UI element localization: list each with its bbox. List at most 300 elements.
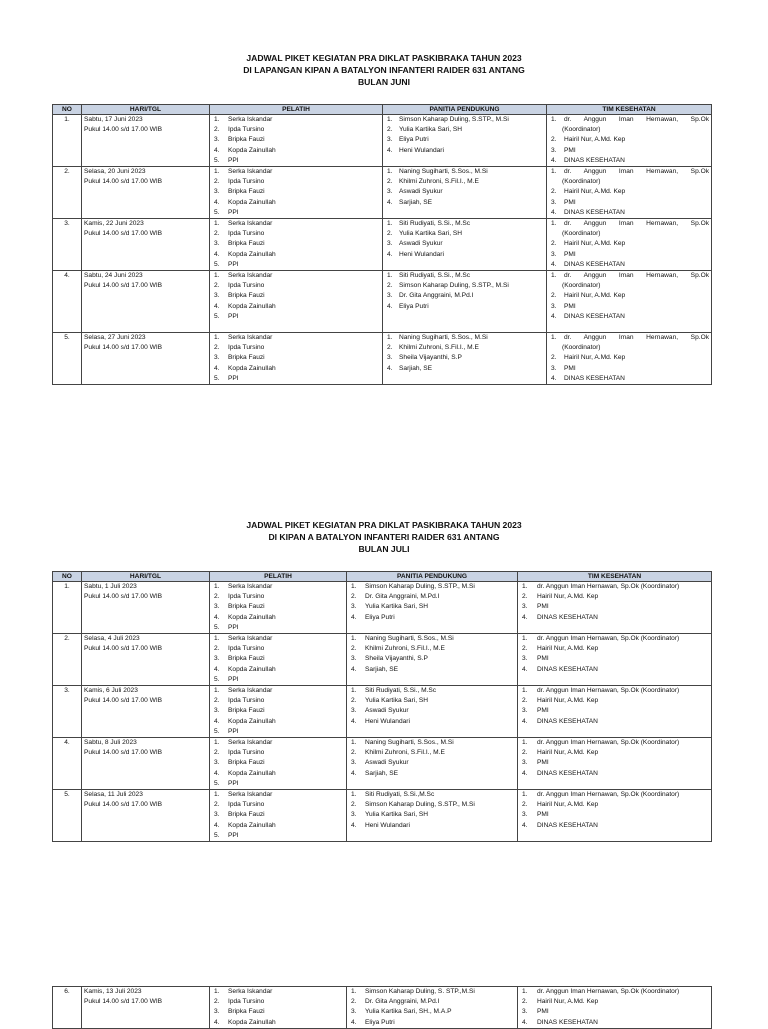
list-item-text: Simson Kaharap Duling, S.STP., M.Si: [365, 801, 475, 809]
list-number: 4.: [214, 364, 220, 372]
col-pelatih-header: PELATIH: [210, 105, 383, 115]
list-number: 4.: [551, 260, 557, 268]
panitia-item: [349, 634, 515, 644]
panitia-item: [385, 177, 544, 187]
pelatih-cell: [210, 738, 347, 790]
list-item-text: Eliya Putri: [399, 302, 429, 310]
pelatih-item: [212, 115, 380, 125]
list-item-text: dr. Anggun Iman Hernawan, Sp.Ok: [564, 116, 709, 123]
list-item-text: Kopda Zainullah: [228, 821, 276, 829]
list-item-text: Heni Wulandari: [365, 821, 410, 829]
pelatih-item: [212, 987, 344, 997]
panitia-item: [349, 654, 515, 664]
date-cell: [82, 219, 210, 271]
list-number: 3.: [214, 292, 220, 300]
pelatih-item: [212, 156, 380, 166]
list-number: 3.: [551, 250, 557, 258]
list-item-text: Ipda Tursino: [228, 998, 265, 1006]
panitia-item: [385, 302, 544, 312]
list-item-text: Ipda Tursino: [228, 282, 265, 290]
list-number: 1.: [387, 116, 393, 123]
panitia-item: [349, 602, 515, 612]
pelatih-cell: [210, 987, 347, 1029]
list-item-text: Hairil Nur, A.Md. Kep: [537, 697, 599, 705]
pelatih-item: [212, 146, 380, 156]
row-date: Selasa, 4 Juli 2023: [84, 635, 140, 643]
list-item-text: PPI: [228, 675, 239, 683]
tim-item: [549, 302, 709, 312]
list-item-text: Serka Iskandar: [228, 116, 273, 123]
list-item-text: Bripka Fauzi: [228, 603, 265, 611]
list-item-text: Kopda Zainullah: [228, 769, 276, 777]
list-number: 3.: [522, 603, 528, 611]
row-date: Kamis, 13 Juli 2023: [84, 988, 142, 995]
row-date: Sabtu, 1 Juli 2023: [84, 583, 137, 590]
pelatih-item: [212, 602, 344, 612]
list-number: 4.: [387, 250, 393, 258]
row-number: 3.: [53, 686, 82, 738]
tim-cell: [518, 582, 712, 634]
panitia-item: [349, 644, 515, 654]
list-item-text: (Koordinator): [562, 230, 601, 238]
list-number: 2.: [214, 593, 220, 601]
tim-item: [520, 987, 709, 997]
panitia-item: [385, 125, 544, 135]
list-number: 4.: [522, 665, 528, 673]
list-number: 2.: [214, 282, 220, 290]
list-item-text: dr. Anggun Iman Hernawan, Sp.Ok (Koordinator): [537, 739, 680, 747]
list-item-text: Kopda Zainullah: [228, 146, 276, 154]
table-row: [53, 271, 712, 333]
tim-item: [549, 239, 709, 249]
tim-item: [520, 654, 709, 664]
list-item-text: Ipda Tursino: [228, 801, 265, 809]
date-cell: [82, 634, 210, 686]
row-number: 4.: [53, 738, 82, 790]
list-number: 4.: [551, 312, 557, 320]
list-number: 3.: [351, 655, 357, 663]
table-row: [53, 333, 712, 385]
row-date: Selasa, 27 Juni 2023: [84, 334, 146, 342]
list-number: 2.: [214, 697, 220, 705]
list-number: 1.: [351, 687, 357, 695]
pelatih-item: [212, 167, 380, 177]
row-date: Selasa, 20 Juni 2023: [84, 168, 146, 176]
list-number: 4.: [214, 613, 220, 621]
row-time: Pukul 14.00 s/d 17.00 WIB: [84, 178, 163, 186]
list-number: 1.: [351, 583, 357, 590]
list-item-text: Serka Iskandar: [228, 791, 273, 799]
list-number: 2.: [214, 344, 220, 352]
panitia-cell: [347, 634, 518, 686]
panitia-item: [349, 769, 515, 779]
list-item-text: Sheila Vijayanthi, S.P: [365, 655, 428, 663]
list-number: 3.: [522, 707, 528, 715]
list-item-text: dr. Anggun Iman Hernawan, Sp.Ok: [564, 220, 709, 228]
pelatih-item: [212, 665, 344, 675]
list-number: 2.: [551, 354, 557, 362]
row-time: Pukul 14.00 s/d 17.00 WIB: [84, 697, 163, 705]
pelatih-item: [212, 634, 344, 644]
list-item-text: Serka Iskandar: [228, 168, 273, 176]
list-number: 3.: [214, 707, 220, 715]
list-item-text: PPI: [228, 727, 239, 735]
list-item-text: DINAS KESEHATAN: [564, 374, 625, 382]
list-number: 1.: [214, 334, 220, 342]
row-time: Pukul 14.00 s/d 17.00 WIB: [84, 344, 163, 352]
row-date: Kamis, 6 Juli 2023: [84, 687, 138, 695]
list-number: 4.: [214, 302, 220, 310]
col-panitia-header: PANITIA PENDUKUNG: [347, 572, 518, 582]
tim-cell: [547, 271, 712, 333]
schedule-title-1: [0, 52, 768, 88]
list-item-text: PPI: [228, 208, 239, 216]
list-number: 2.: [351, 593, 357, 601]
panitia-item: [349, 997, 515, 1007]
tim-item: [549, 208, 709, 218]
pelatih-item: [212, 613, 344, 623]
list-item-text: Ipda Tursino: [228, 697, 265, 705]
tim-cell: [518, 790, 712, 842]
tim-item: [549, 260, 709, 270]
tim-item: [549, 374, 709, 384]
pelatih-item: [212, 260, 380, 270]
list-number: 1.: [214, 583, 220, 590]
col-tim-header: TIM KESEHATAN: [518, 572, 712, 582]
list-item-text: PMI: [564, 146, 576, 154]
tim-cell: [547, 333, 712, 385]
list-item-text: DINAS KESEHATAN: [537, 821, 598, 829]
pelatih-item: [212, 675, 344, 685]
panitia-item: [349, 790, 515, 800]
col-pelatih-header: PELATIH: [210, 572, 347, 582]
list-item-text: Hairil Nur, A.Md. Kep: [537, 801, 599, 809]
list-number: 3.: [214, 354, 220, 362]
list-number: 5.: [214, 623, 220, 631]
list-item-text: Bripka Fauzi: [228, 655, 265, 663]
row-time: Pukul 14.00 s/d 17.00 WIB: [84, 645, 163, 653]
tim-item: [520, 582, 709, 592]
list-item-text: Eliya Putri: [365, 613, 395, 621]
panitia-item: [349, 1007, 515, 1017]
list-item-text: Naning Sugiharti, S.Sos., M.Si: [365, 739, 454, 747]
list-item-text: Ipda Tursino: [228, 126, 265, 134]
pelatih-item: [212, 686, 344, 696]
list-item-text: Dr. Gita Anggraini, M.Pd.I: [365, 998, 440, 1006]
list-item-text: PPI: [228, 260, 239, 268]
list-item-text: DINAS KESEHATAN: [537, 1018, 598, 1026]
list-item-text: Kopda Zainullah: [228, 364, 276, 372]
list-number: 3.: [522, 1008, 528, 1016]
tim-item: [549, 156, 709, 166]
list-item-text: Ipda Tursino: [228, 230, 265, 238]
pelatih-item: [212, 281, 380, 291]
panitia-item: [349, 592, 515, 602]
list-item-text: dr. Anggun Iman Hernawan, Sp.Ok: [564, 272, 709, 280]
col-date-header: HARI/TGL: [82, 572, 210, 582]
panitia-cell: [347, 987, 518, 1029]
list-item-text: PMI: [537, 603, 549, 611]
pelatih-item: [212, 800, 344, 810]
title-line: DI KIPAN A BATALYON INFANTERI RAIDER 631 ANTANG: [268, 532, 500, 542]
list-number: 4.: [351, 665, 357, 673]
row-time: Pukul 14.00 s/d 17.00 WIB: [84, 593, 163, 601]
list-item-text: Bripka Fauzi: [228, 1008, 265, 1016]
list-number: 4.: [522, 769, 528, 777]
tim-cell: [547, 115, 712, 167]
schedule-title-2: [0, 519, 768, 555]
panitia-item: [349, 800, 515, 810]
list-number: 2.: [522, 593, 528, 601]
col-tim-header: TIM KESEHATAN: [547, 105, 712, 115]
panitia-item: [349, 987, 515, 997]
list-number: 1.: [387, 272, 393, 280]
list-item-continuation: [549, 343, 709, 353]
list-item-text: Hairil Nur, A.Md. Kep: [564, 240, 626, 248]
list-item-text: Simson Kaharap Duling, S.STP., M.Si: [399, 116, 509, 123]
panitia-cell: [383, 219, 547, 271]
col-date-header: HARI/TGL: [82, 105, 210, 115]
list-number: 3.: [387, 240, 393, 248]
list-item-text: Hairil Nur, A.Md. Kep: [564, 188, 626, 196]
list-item-text: PMI: [564, 364, 576, 372]
table-header-row: [53, 105, 712, 115]
list-number: 4.: [351, 821, 357, 829]
pelatih-item: [212, 343, 380, 353]
list-number: 3.: [387, 292, 393, 300]
tim-item: [520, 769, 709, 779]
list-number: 1.: [551, 272, 557, 280]
table-row: [53, 582, 712, 634]
pelatih-item: [212, 644, 344, 654]
pelatih-item: [212, 271, 380, 281]
pelatih-cell: [210, 271, 383, 333]
list-item-text: DINAS KESEHATAN: [564, 312, 625, 320]
panitia-cell: [383, 333, 547, 385]
list-number: 4.: [551, 208, 557, 216]
list-item-text: Sarjiah, SE: [365, 665, 398, 673]
row-time: Pukul 14.00 s/d 17.00 WIB: [84, 282, 163, 290]
pelatih-item: [212, 1007, 344, 1017]
row-number: 6.: [53, 987, 82, 1029]
pelatih-item: [212, 187, 380, 197]
tim-item: [520, 717, 709, 727]
tim-cell: [518, 686, 712, 738]
col-no-header: NO: [53, 572, 82, 582]
row-number: 5.: [53, 333, 82, 385]
list-number: 1.: [214, 739, 220, 747]
list-item-text: Hairil Nur, A.Md. Kep: [537, 749, 599, 757]
tim-item: [520, 1007, 709, 1017]
list-number: 5.: [214, 675, 220, 683]
list-item-text: Hairil Nur, A.Md. Kep: [564, 354, 626, 362]
title-line: JADWAL PIKET KEGIATAN PRA DIKLAT PASKIBRAKA TAHUN 2023: [246, 520, 522, 530]
list-number: 1.: [522, 583, 528, 590]
list-item-text: Simson Kaharap Duling, S.STP., M.Si: [399, 282, 509, 290]
tim-item: [520, 748, 709, 758]
pelatih-item: [212, 758, 344, 768]
list-number: 2.: [351, 697, 357, 705]
pelatih-item: [212, 1018, 344, 1028]
tim-item: [549, 364, 709, 374]
panitia-item: [385, 281, 544, 291]
date-cell: [82, 333, 210, 385]
list-item-text: Simson Kaharap Duling, S. STP.,M.Si: [365, 988, 475, 995]
list-item-text: Simson Kaharap Duling, S.STP., M.Si: [365, 583, 475, 590]
panitia-item: [385, 250, 544, 260]
tim-item: [520, 706, 709, 716]
tim-item: [549, 115, 709, 125]
list-item-text: dr. Anggun Iman Hernawan, Sp.Ok (Koordinator): [537, 635, 680, 643]
list-number: 4.: [214, 717, 220, 725]
list-number: 2.: [387, 126, 393, 134]
list-number: 4.: [522, 1018, 528, 1026]
list-item-text: DINAS KESEHATAN: [537, 665, 598, 673]
list-item-text: dr. Anggun Iman Hernawan, Sp.Ok: [564, 334, 709, 342]
tim-item: [520, 686, 709, 696]
pelatih-item: [212, 239, 380, 249]
list-number: 3.: [214, 759, 220, 767]
row-time: Pukul 14.00 s/d 17.00 WIB: [84, 998, 163, 1006]
list-item-text: Hairil Nur, A.Md. Kep: [537, 998, 599, 1006]
row-number: 3.: [53, 219, 82, 271]
tim-cell: [547, 219, 712, 271]
panitia-cell: [347, 582, 518, 634]
date-cell: [82, 115, 210, 167]
panitia-cell: [347, 790, 518, 842]
list-number: 3.: [387, 136, 393, 144]
panitia-cell: [383, 167, 547, 219]
pelatih-item: [212, 582, 344, 592]
tim-item: [520, 644, 709, 654]
list-number: 3.: [214, 1008, 220, 1016]
list-item-text: Kopda Zainullah: [228, 198, 276, 206]
list-item-text: Khilmi Zuhroni, S.Fil.I., M.E: [365, 749, 445, 757]
row-time: Pukul 14.00 s/d 17.00 WIB: [84, 126, 163, 134]
list-number: 5.: [214, 208, 220, 216]
list-number: 1.: [214, 635, 220, 643]
tim-item: [549, 167, 709, 177]
list-item-text: Serka Iskandar: [228, 334, 273, 342]
pelatih-item: [212, 291, 380, 301]
panitia-cell: [347, 738, 518, 790]
list-number: 1.: [522, 687, 528, 695]
list-item-text: Ipda Tursino: [228, 645, 265, 653]
list-item-text: Yulia Kartika Sari, SH: [399, 230, 463, 238]
list-number: 3.: [214, 603, 220, 611]
list-number: 3.: [214, 655, 220, 663]
list-item-text: (Koordinator): [562, 126, 601, 134]
list-item-text: PPI: [228, 779, 239, 787]
list-number: 1.: [551, 334, 557, 342]
list-number: 1.: [387, 334, 393, 342]
date-cell: [82, 790, 210, 842]
list-number: 3.: [551, 198, 557, 206]
list-number: 5.: [214, 156, 220, 164]
list-item-text: Ipda Tursino: [228, 593, 265, 601]
panitia-item: [385, 291, 544, 301]
list-item-text: Aswadi Syukur: [365, 707, 409, 715]
list-item-text: Sheila Vijayanthi, S.P: [399, 354, 462, 362]
list-item-text: Ipda Tursino: [228, 749, 265, 757]
list-number: 1.: [522, 739, 528, 747]
list-item-text: PMI: [564, 302, 576, 310]
list-number: 4.: [351, 613, 357, 621]
list-number: 5.: [214, 260, 220, 268]
list-item-text: dr. Anggun Iman Hernawan, Sp.Ok (Koordinator): [537, 583, 680, 590]
list-item-text: Bripka Fauzi: [228, 188, 265, 196]
list-item-text: PPI: [228, 831, 239, 839]
list-number: 1.: [214, 687, 220, 695]
panitia-cell: [383, 271, 547, 333]
pelatih-item: [212, 727, 344, 737]
list-number: 3.: [351, 1008, 357, 1016]
list-number: 1.: [351, 635, 357, 643]
list-number: 2.: [214, 126, 220, 134]
list-number: 2.: [522, 697, 528, 705]
list-item-text: Serka Iskandar: [228, 272, 273, 280]
panitia-item: [385, 353, 544, 363]
panitia-item: [385, 146, 544, 156]
tim-item: [520, 613, 709, 623]
pelatih-item: [212, 821, 344, 831]
list-number: 4.: [351, 769, 357, 777]
list-number: 1.: [214, 272, 220, 280]
panitia-item: [385, 135, 544, 145]
tim-item: [520, 1018, 709, 1028]
panitia-item: [349, 582, 515, 592]
list-number: 1.: [522, 635, 528, 643]
list-item-text: Siti Rudiyati, S.Si.,M.Sc: [365, 791, 435, 799]
list-number: 3.: [387, 354, 393, 362]
list-number: 3.: [351, 707, 357, 715]
list-number: 4.: [214, 1018, 220, 1026]
list-item-text: Naning Sugiharti, S.Sos., M.Si: [399, 334, 488, 342]
row-date: Selasa, 11 Juli 2023: [84, 791, 143, 799]
list-number: 1.: [214, 988, 220, 995]
list-number: 1.: [214, 168, 220, 176]
list-number: 2.: [214, 178, 220, 186]
list-item-text: Yulia Kartika Sari, SH: [365, 603, 429, 611]
list-item-text: Kopda Zainullah: [228, 1018, 276, 1026]
pelatih-item: [212, 135, 380, 145]
tim-item: [549, 312, 709, 322]
list-number: 2.: [214, 645, 220, 653]
date-cell: [82, 582, 210, 634]
list-number: 4.: [387, 198, 393, 206]
list-item-text: Kopda Zainullah: [228, 717, 276, 725]
tim-item: [520, 738, 709, 748]
pelatih-cell: [210, 219, 383, 271]
tim-item: [520, 634, 709, 644]
tim-cell: [547, 167, 712, 219]
list-item-text: Bripka Fauzi: [228, 240, 265, 248]
table-row: [53, 167, 712, 219]
list-item-text: Naning Sugiharti, S.Sos., M.Si: [365, 635, 454, 643]
list-item-text: PPI: [228, 623, 239, 631]
list-number: 5.: [214, 779, 220, 787]
tim-item: [520, 810, 709, 820]
title-line: DI LAPANGAN KIPAN A BATALYON INFANTERI RAIDER 631 ANTANG: [243, 65, 525, 75]
list-item-text: Hairil Nur, A.Md. Kep: [564, 136, 626, 144]
panitia-item: [385, 115, 544, 125]
list-item-text: Khilmi Zuhroni, S.Fil.I., M.E: [399, 178, 479, 186]
table-row: [53, 219, 712, 271]
pelatih-item: [212, 706, 344, 716]
list-number: 2.: [214, 998, 220, 1006]
row-number: 1.: [53, 582, 82, 634]
list-item-text: DINAS KESEHATAN: [564, 260, 625, 268]
